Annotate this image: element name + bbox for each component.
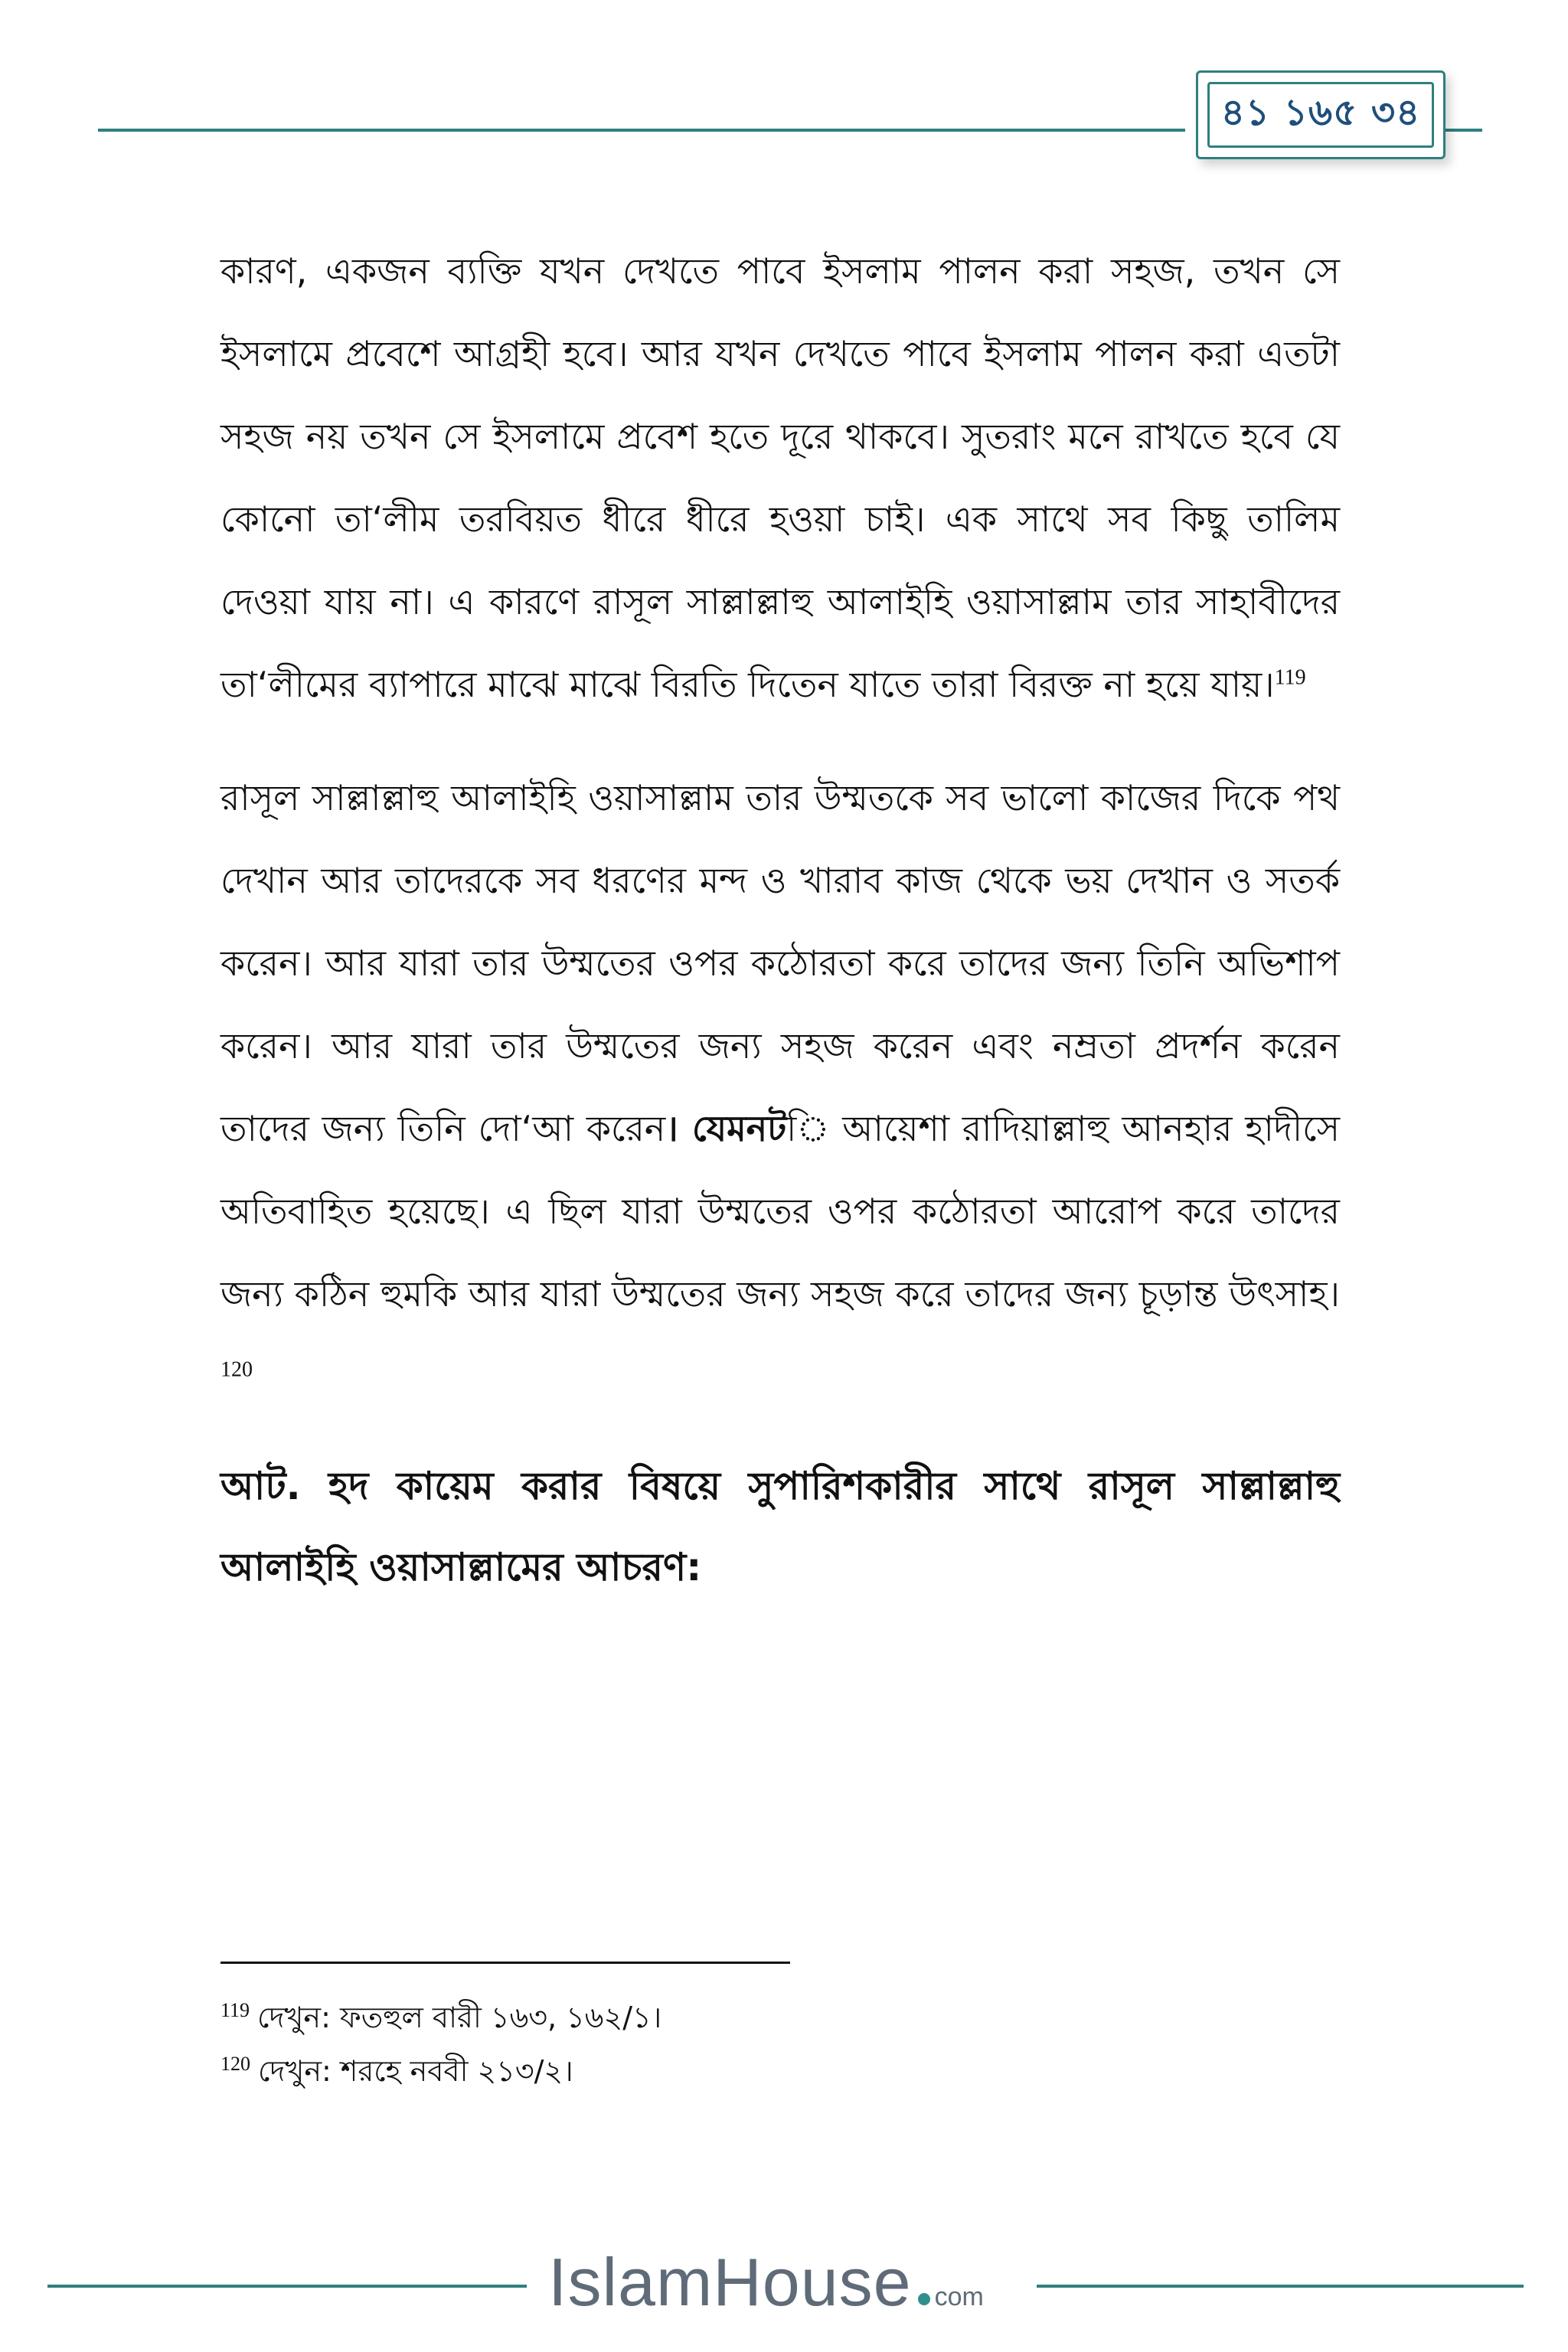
islamhouse-logo xyxy=(548,2243,984,2328)
logo-wordmark: IslamHouse xyxy=(548,2244,912,2320)
logo-dot-icon xyxy=(918,2293,930,2305)
page-number: ৪১ ১৬৫ ৩৪ xyxy=(1220,90,1421,134)
logo-domain-suffix: com xyxy=(934,2282,984,2311)
paragraph-2 xyxy=(220,756,1340,1418)
footnote-text: দেখুন: ফতহুল বারী ১৬৩, ১৬২/১। xyxy=(257,2001,662,2034)
footnote-separator xyxy=(220,1962,790,1964)
page-body xyxy=(220,230,1340,1608)
header-rule-right xyxy=(1446,129,1482,132)
section-heading: আট. হদ কায়েম করার বিষয়ে সুপারিশকারীর সাথে রাসূল সাল্লাল্লাহু আলাইহি ওয়াসাল্লামের আচরণ: xyxy=(220,1464,1340,1589)
paragraph-1-text: কারণ, একজন ব্যক্তি যখন দেখতে পাবে ইসলাম পালন করা সহজ, তখন সে ইসলামে প্রবেশে আগ্রহী হবে। আর যখন দেখতে পাবে ইসলাম পালন করা এতটা সহজ নয় তখন সে ইসলামে প্রবেশ হতে দূরে থাকবে। সুতরাং মনে রাখতে হবে যে কোনো তা‘লীম তরবিয়ত ধীরে ধীরে হওয়া চাই। এক সাথে সব কিছু তালিম দেওয়া যায় না। এ কারণে রাসূল সাল্লাল্লাহু আলাইহি ওয়াসাল্লাম তার সাহাবীদের তা‘লীমের ব্যাপারে মাঝে মাঝে বিরতি দিতেন যাতে তারা বিরক্ত না হয়ে যায়। xyxy=(220,250,1340,705)
header-rule-left xyxy=(98,129,1185,132)
paragraph-2-text-end: ি আয়েশা রাদিয়াল্লাহু আনহার হাদীসে অতিবাহিত হয়েছে। এ ছিল যারা উম্মতের ওপর কঠোরতা আরোপ করে তাদের জন্য কঠিন হুমকি আর যারা উম্মতের জন্য সহজ করে তাদের জন্য চূড়ান্ত উৎসাহ। xyxy=(220,1108,1340,1315)
page-number-badge xyxy=(1196,70,1446,159)
paragraph-2-bold-text: । যেমনট xyxy=(665,1108,787,1149)
footnote-number: 120 xyxy=(220,2053,250,2076)
footnote-number: 119 xyxy=(220,1999,250,2022)
footnote-119 xyxy=(220,1991,1340,2044)
paragraph-1 xyxy=(220,230,1340,726)
footnote-120 xyxy=(220,2044,1340,2098)
footnotes xyxy=(220,1991,1340,2098)
paragraph-2-text-start: রাসূল সাল্লাল্লাহু আলাইহি ওয়াসাল্লাম তার উম্মতকে সব ভালো কাজের দিকে পথ দেখান আর তাদেরকে সব ধরণের মন্দ ও খারাব কাজ থেকে ভয় দেখান ও সতর্ক করেন। আর যারা তার উম্মতের ওপর কঠোরতা করে তাদের জন্য তিনি অভিশাপ করেন। আর যারা তার উম্মতের জন্য সহজ করেন এবং নম্রতা প্রদর্শন করেন তাদের জন্য তিনি দো‘আ করেন xyxy=(220,777,1340,1149)
footnote-ref-120: 120 xyxy=(220,1357,253,1382)
footnote-ref-119: 119 xyxy=(1274,665,1306,690)
page-number-badge-frame xyxy=(1207,82,1434,148)
footnote-text: দেখুন: শরহে নববী ২১৩/২। xyxy=(258,2054,573,2088)
footer-rule-right xyxy=(1037,2285,1524,2288)
footer-rule-left xyxy=(47,2285,527,2288)
